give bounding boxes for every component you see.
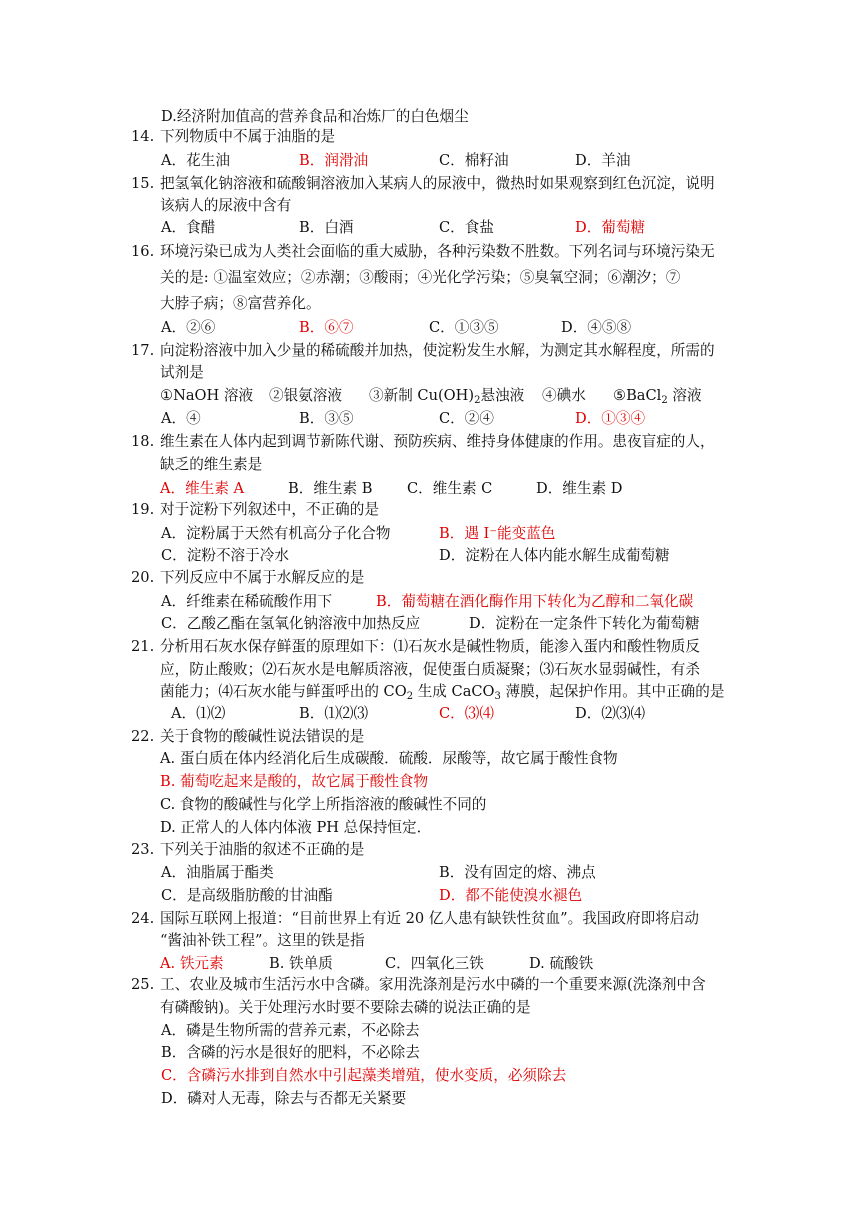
q23-option-d: D．都不能使溴水褪色 bbox=[439, 887, 583, 904]
q17-reagent-5 bbox=[613, 386, 702, 406]
q21-stem-line1: 分析用石灰水保存鲜蛋的原理如下：⑴石灰水是碱性物质，能渗入蛋内和酸性物质反 bbox=[160, 638, 700, 655]
q21-stem-line3-mid: 生成 CaCO bbox=[413, 683, 495, 700]
q20-option-c: C．乙酸乙酯在氢氧化钠溶液中加热反应 bbox=[161, 615, 421, 632]
q20-option-b: B．葡萄糖在酒化酶作用下转化为乙醇和二氧化碳 bbox=[376, 593, 694, 610]
q18-stem-line2: 缺乏的维生素是 bbox=[160, 456, 263, 473]
q19-number: 19. bbox=[131, 501, 155, 518]
q15-option-d: D．葡萄糖 bbox=[575, 219, 646, 236]
q15-option-a: A．食醋 bbox=[161, 219, 216, 236]
q19-option-c: C．淀粉不溶于冷水 bbox=[161, 547, 289, 564]
q22-option-b: B. 葡萄吃起来是酸的，故它属于酸性食物 bbox=[160, 773, 429, 790]
q24-number: 24. bbox=[131, 910, 155, 927]
q17-stem-line2: 试剂是 bbox=[160, 364, 204, 381]
q17-stem-line1: 向淀粉溶液中加入少量的稀硫酸并加热，使淀粉发生水解，为测定其水解程度，所需的 bbox=[160, 342, 715, 359]
q15-number: 15. bbox=[131, 175, 155, 192]
q19-option-d: D．淀粉在人体内能水解生成葡萄糖 bbox=[439, 547, 670, 564]
q18-option-d: D．维生素 D bbox=[536, 480, 623, 497]
q18-number: 18. bbox=[131, 433, 155, 450]
q16-option-b: B．⑥⑦ bbox=[299, 319, 354, 336]
q17-reagent-3-subscript: 2 bbox=[474, 395, 481, 406]
q21-co2-subscript: 2 bbox=[406, 691, 414, 702]
q25-stem-line1: 工、农业及城市生活污水中含磷。家用洗涤剂是污水中磷的一个重要来源(洗涤剂中含 bbox=[160, 976, 706, 993]
q17-reagent-4: ④碘水 bbox=[542, 387, 586, 404]
q19-option-a: A．淀粉属于天然有机高分子化合物 bbox=[161, 525, 391, 542]
q24-option-d: D. 硫酸铁 bbox=[529, 955, 594, 972]
q16-option-d: D．④⑤⑧ bbox=[561, 319, 632, 336]
q21-caco3-subscript: 3 bbox=[494, 691, 501, 702]
q17-reagent-5-tail: 溶液 bbox=[667, 387, 702, 404]
q17-option-b: B．③⑤ bbox=[299, 410, 354, 427]
q22-option-a: A. 蛋白质在体内经消化后生成碳酸．硫酸．尿酸等，故它属于酸性食物 bbox=[160, 750, 618, 767]
q17-reagent-3-text: ③新制 Cu(OH) bbox=[369, 387, 475, 404]
q24-option-b: B. 铁单质 bbox=[269, 955, 333, 972]
q21-stem-line3-tail: 薄膜，起保护作用。其中正确的是 bbox=[500, 683, 725, 700]
q25-option-c: C．含磷污水排到自然水中引起藻类增殖，使水变质，必须除去 bbox=[161, 1067, 567, 1084]
q20-option-a: A．纤维素在稀硫酸作用下 bbox=[161, 593, 333, 610]
q21-option-d: D．⑵⑶⑷ bbox=[575, 705, 646, 722]
q17-option-c: C．②④ bbox=[439, 410, 494, 427]
q16-option-a: A．②⑥ bbox=[161, 319, 216, 336]
q17-number: 17. bbox=[131, 342, 155, 359]
q24-stem-line2: “酱油补铁工程”。这里的铁是指 bbox=[160, 932, 365, 949]
q22-stem: 关于食物的酸碱性说法错误的是 bbox=[160, 728, 365, 745]
q20-option-d: D．淀粉在一定条件下转化为葡萄糖 bbox=[469, 615, 700, 632]
q17-option-a: A．④ bbox=[161, 410, 201, 427]
q13-option-d: D.经济附加值高的营养食品和冶炼厂的白色烟尘 bbox=[161, 108, 469, 125]
q21-option-b: B．⑴⑵⑶ bbox=[299, 705, 369, 722]
q21-option-a: A．⑴⑵ bbox=[171, 705, 226, 722]
q25-number: 25. bbox=[131, 976, 155, 993]
q17-option-d: D．①③④ bbox=[575, 410, 646, 427]
q25-option-b: B．含磷的污水是很好的肥料，不必除去 bbox=[161, 1044, 420, 1061]
q20-number: 20. bbox=[131, 569, 155, 586]
q24-stem-line1: 国际互联网上报道：“目前世界上有近 20 亿人患有缺铁性贫血”。我国政府即将启动 bbox=[160, 910, 699, 927]
q17-reagent-5-text: ⑤BaCl bbox=[613, 387, 662, 404]
q15-option-b: B．白酒 bbox=[299, 219, 354, 236]
q14-option-b: B．润滑油 bbox=[299, 152, 369, 169]
q14-option-d: D．羊油 bbox=[575, 152, 631, 169]
q15-option-c: C．食盐 bbox=[439, 219, 494, 236]
q16-number: 16. bbox=[131, 243, 155, 260]
q16-option-c: C．①③⑤ bbox=[429, 319, 499, 336]
q21-stem-line3-text: 菌能力；⑷石灰水能与鲜蛋呼出的 CO bbox=[160, 683, 407, 700]
q21-number: 21. bbox=[131, 638, 155, 655]
q23-option-b: B．没有固定的熔、沸点 bbox=[439, 864, 596, 881]
q14-number: 14. bbox=[131, 128, 155, 145]
q15-stem-line1: 把氢氧化钠溶液和硫酸铜溶液加入某病人的尿液中，微热时如果观察到红色沉淀，说明 bbox=[160, 175, 715, 192]
q21-stem-line3 bbox=[160, 682, 724, 702]
q25-option-a: A．磷是生物所需的营养元素，不必除去 bbox=[161, 1022, 420, 1039]
q17-reagent-2: ②银氨溶液 bbox=[269, 387, 342, 404]
q24-option-c: C．四氧化三铁 bbox=[385, 955, 484, 972]
q14-option-c: C．棉籽油 bbox=[439, 152, 509, 169]
q21-option-c: C．⑶⑷ bbox=[439, 705, 494, 722]
q17-reagent-1: ①NaOH 溶液 bbox=[160, 387, 254, 404]
q17-reagent-3-tail: 悬浊液 bbox=[480, 387, 525, 404]
q18-option-a: A．维生素 A bbox=[160, 480, 245, 497]
q22-number: 22. bbox=[131, 728, 155, 745]
q15-stem-line2: 该病人的尿液中含有 bbox=[160, 197, 292, 214]
q25-option-d: D．磷对人无毒，除去与否都无关紧要 bbox=[161, 1090, 407, 1107]
q16-stem-line2: 关的是: ①温室效应；②赤潮；③酸雨；④光化学污染；⑤臭氧空洞；⑥潮汐；⑦ bbox=[160, 269, 681, 286]
q25-stem-line2: 有磷酸钠)。关于处理污水时要不要除去磷的说法正确的是 bbox=[160, 999, 531, 1016]
q19-option-b: B．遇 I⁻能变蓝色 bbox=[439, 525, 556, 542]
q22-option-d: D. 正常人的人体内体液 PH 总保持恒定． bbox=[160, 819, 432, 836]
q23-option-c: C．是高级脂肪酸的甘油酯 bbox=[161, 887, 333, 904]
q14-stem: 下列物质中不属于油脂的是 bbox=[160, 128, 336, 145]
q16-stem-line3: 大脖子病；⑧富营养化。 bbox=[160, 295, 321, 312]
q16-stem-line1: 环境污染已成为人类社会面临的重大威胁，各种污染数不胜数。下列名词与环境污染无 bbox=[160, 243, 715, 260]
q22-option-c: C. 食物的酸碱性与化学上所指溶液的酸碱性不同的 bbox=[160, 796, 487, 813]
q23-option-a: A．油脂属于酯类 bbox=[161, 864, 274, 881]
q18-option-c: C．维生素 C bbox=[407, 480, 493, 497]
q21-stem-line2: 应，防止酸败；⑵石灰水是电解质溶液，促使蛋白质凝聚；⑶石灰水显弱碱性，有杀 bbox=[160, 661, 700, 678]
q19-stem: 对于淀粉下列叙述中，不正确的是 bbox=[160, 501, 379, 518]
q23-number: 23. bbox=[131, 841, 155, 858]
q23-stem: 下列关于油脂的叙述不正确的是 bbox=[160, 841, 365, 858]
q18-stem-line1: 维生素在人体内起到调节新陈代谢、预防疾病、维持身体健康的作用。患夜盲症的人， bbox=[160, 433, 715, 450]
q14-option-a: A．花生油 bbox=[161, 152, 230, 169]
q20-stem: 下列反应中不属于水解反应的是 bbox=[160, 569, 365, 586]
q18-option-b: B．维生素 B bbox=[288, 480, 373, 497]
q17-reagent-3 bbox=[369, 386, 524, 406]
q17-reagent-5-subscript: 2 bbox=[661, 395, 668, 406]
q24-option-a: A. 铁元素 bbox=[160, 955, 224, 972]
